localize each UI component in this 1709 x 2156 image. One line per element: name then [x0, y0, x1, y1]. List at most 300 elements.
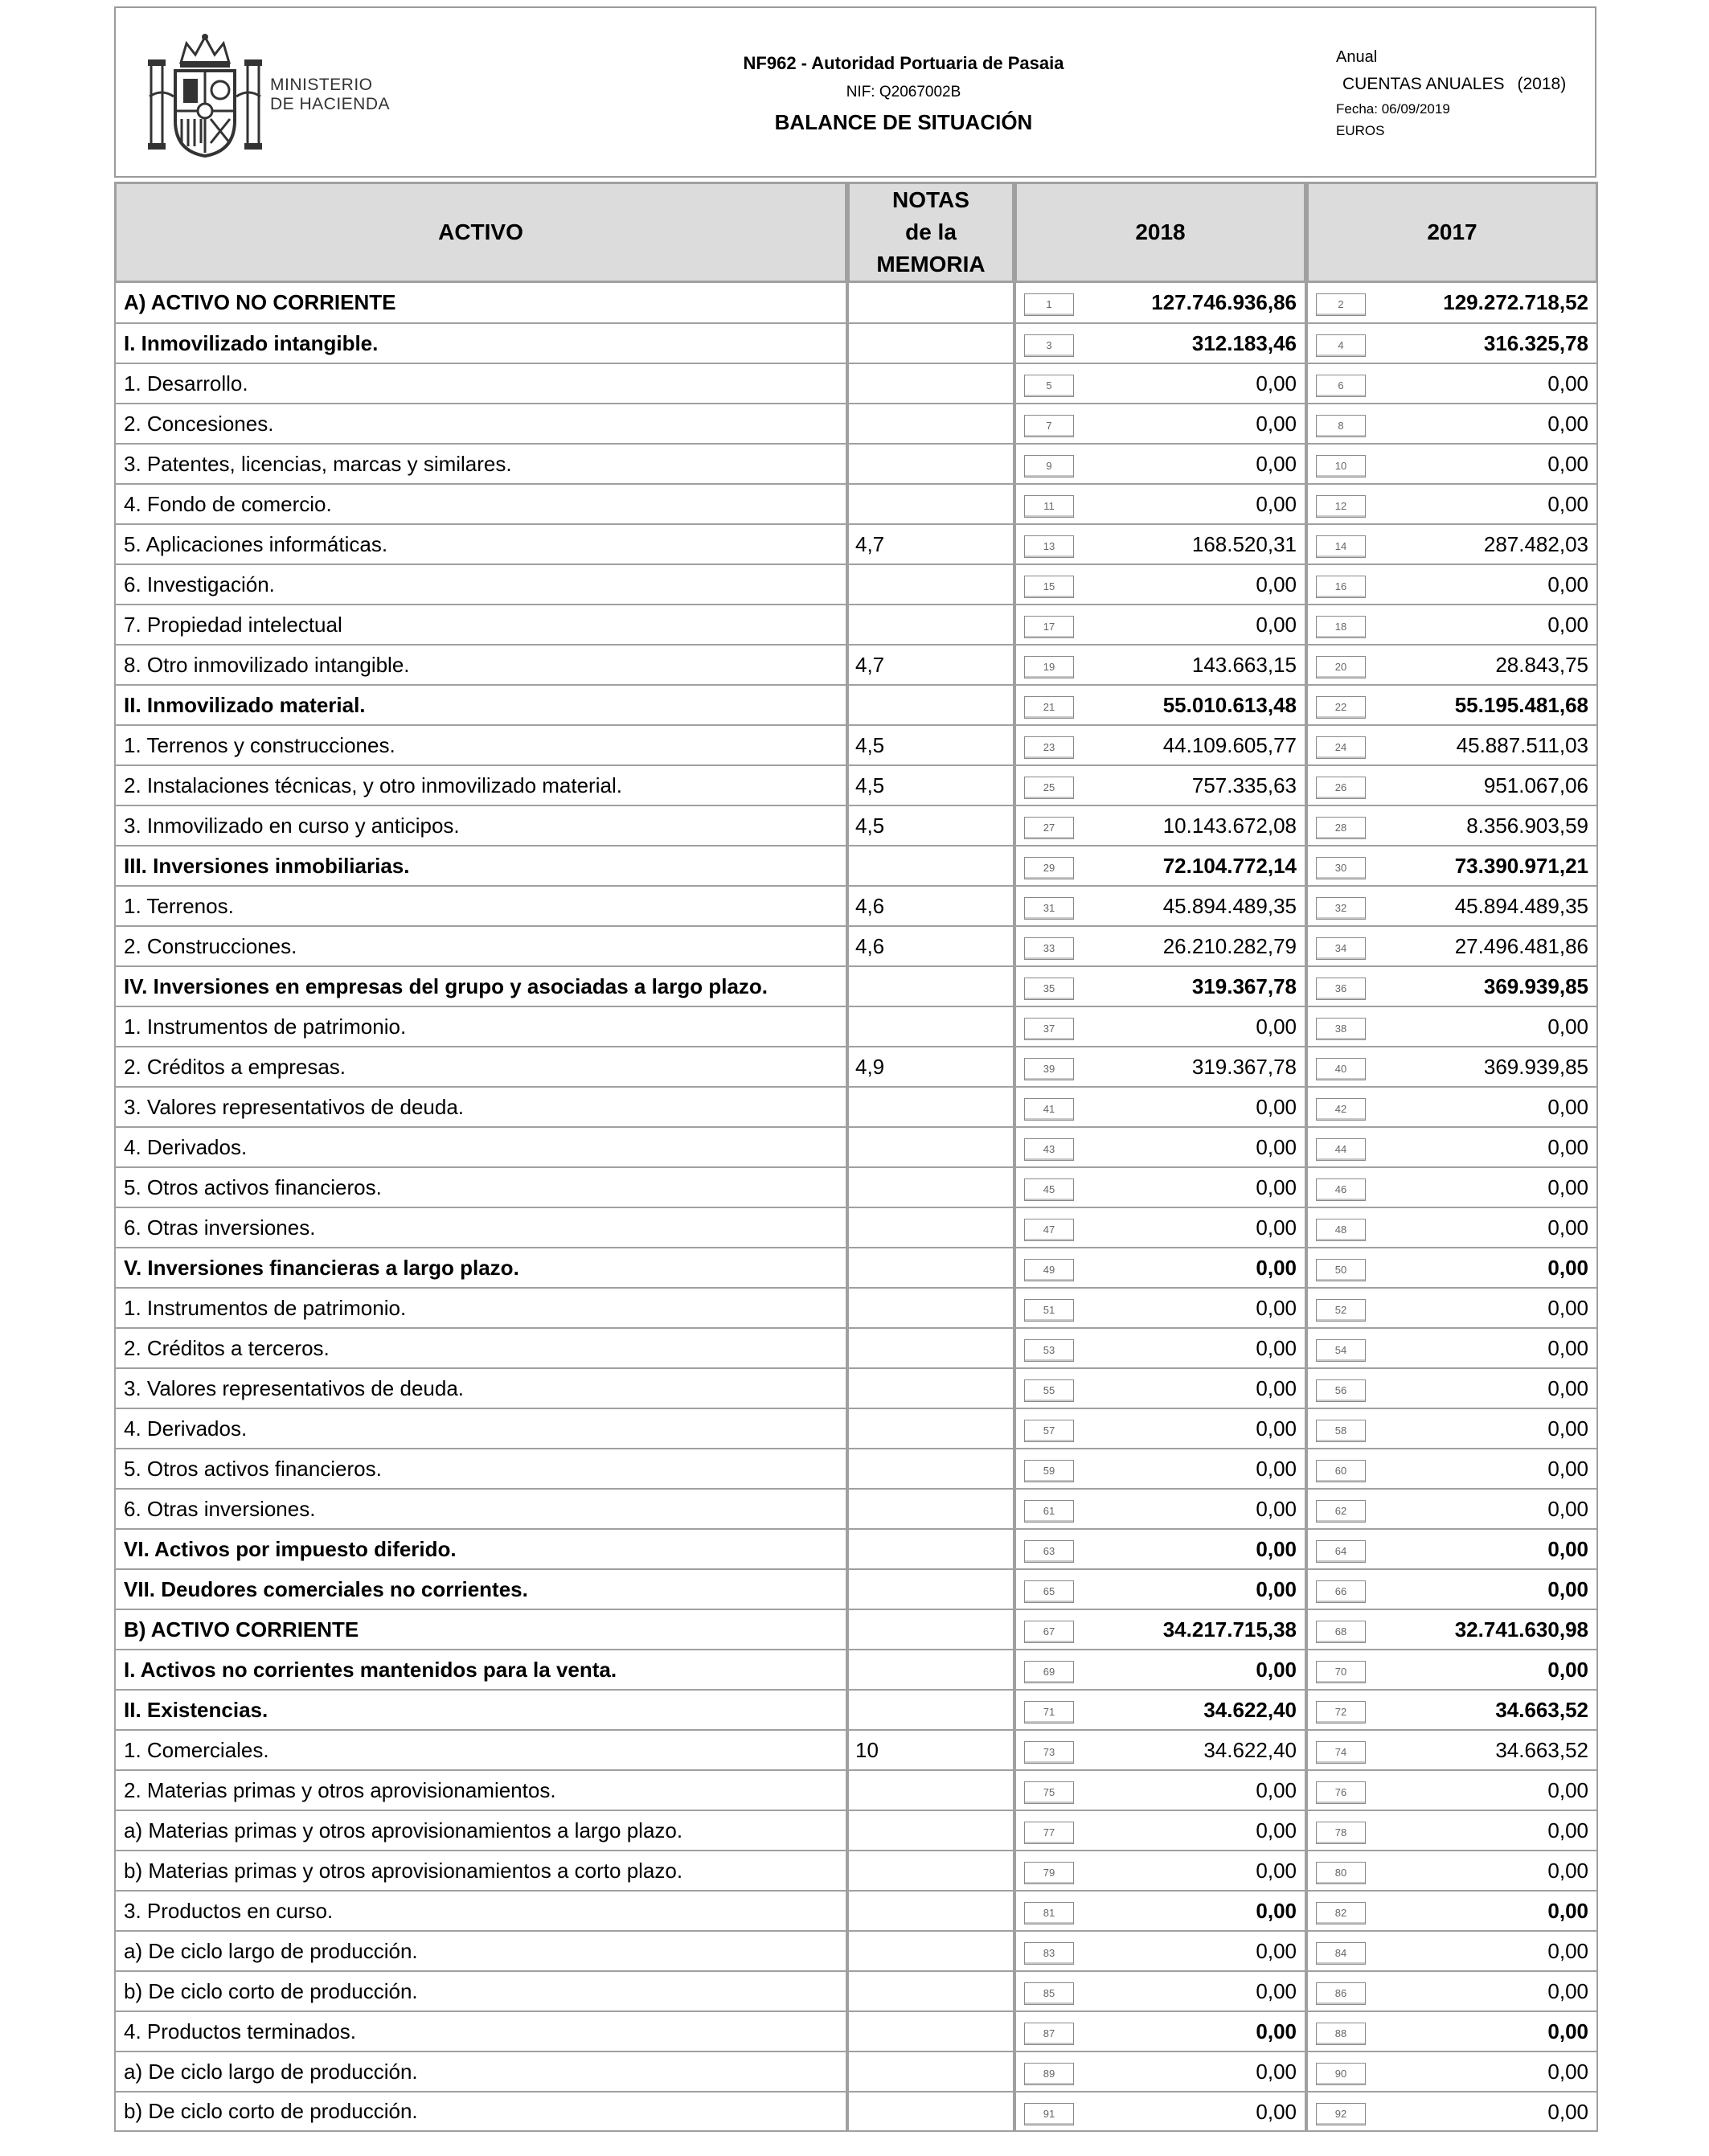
row-value-2018: 0,00	[1256, 1939, 1297, 1963]
row-value-2018-cell	[1014, 966, 1306, 1006]
field-code-box: 82	[1316, 1902, 1366, 1924]
row-notes	[847, 404, 1014, 444]
field-code-box: 38	[1316, 1018, 1366, 1040]
row-value-2017: 0,00	[1547, 1457, 1588, 1481]
document-header	[114, 6, 1596, 178]
row-value-2017: 0,00	[1547, 1336, 1588, 1360]
row-notes	[847, 846, 1014, 886]
row-notes	[847, 444, 1014, 484]
row-concept: 1. Instrumentos de patrimonio.	[114, 1288, 847, 1328]
row-notes	[847, 1851, 1014, 1891]
row-value-2017: 28.843,75	[1495, 653, 1588, 677]
table-row	[114, 1368, 1598, 1408]
row-concept: 2. Concesiones.	[114, 404, 847, 444]
table-row	[114, 685, 1598, 725]
row-notes	[847, 323, 1014, 363]
row-value-2017: 0,00	[1547, 1135, 1588, 1159]
row-value-2018-cell	[1014, 1207, 1306, 1248]
row-value-2018: 757.335,63	[1191, 773, 1297, 797]
row-value-2018: 312.183,46	[1191, 331, 1297, 355]
field-code-box: 77	[1024, 1822, 1074, 1844]
row-value-2017-cell	[1306, 564, 1598, 605]
row-value-2017-cell	[1306, 1047, 1598, 1087]
row-value-2017: 0,00	[1547, 1859, 1588, 1883]
field-code-box: 80	[1316, 1862, 1366, 1884]
field-code-box: 17	[1024, 616, 1074, 638]
row-value-2017: 0,00	[1547, 1778, 1588, 1802]
field-code-box: 29	[1024, 857, 1074, 879]
field-code-box: 43	[1024, 1138, 1074, 1161]
row-value-2017-cell	[1306, 1810, 1598, 1851]
row-value-2018: 34.622,40	[1203, 1698, 1297, 1722]
table-row	[114, 1408, 1598, 1449]
row-value-2018-cell	[1014, 886, 1306, 926]
field-code-box: 86	[1316, 1982, 1366, 2005]
field-code-box: 81	[1024, 1902, 1074, 1924]
row-value-2018-cell	[1014, 1006, 1306, 1047]
row-value-2017-cell	[1306, 1489, 1598, 1529]
row-value-2018: 0,00	[1256, 412, 1297, 436]
ministry-name	[270, 76, 390, 114]
row-concept: 3. Valores representativos de deuda.	[114, 1087, 847, 1127]
row-value-2017-cell	[1306, 524, 1598, 564]
field-code-box: 32	[1316, 897, 1366, 920]
row-value-2017-cell	[1306, 1006, 1598, 1047]
table-row	[114, 1690, 1598, 1730]
row-value-2018-cell	[1014, 645, 1306, 685]
row-value-2018: 0,00	[1256, 1095, 1297, 1119]
row-notes	[847, 283, 1014, 323]
column-header-activo: ACTIVO	[114, 182, 847, 283]
row-value-2017: 0,00	[1547, 1658, 1588, 1682]
row-value-2018: 0,00	[1256, 1014, 1297, 1039]
field-code-box: 44	[1316, 1138, 1366, 1161]
row-notes	[847, 1087, 1014, 1127]
table-row	[114, 1971, 1598, 2011]
row-value-2018-cell	[1014, 1328, 1306, 1368]
field-code-box: 48	[1316, 1219, 1366, 1241]
field-code-box: 25	[1024, 777, 1074, 799]
table-row	[114, 1851, 1598, 1891]
field-code-box: 16	[1316, 576, 1366, 598]
row-value-2017-cell	[1306, 1730, 1598, 1770]
nif-number: NIF: Q2067002B	[846, 84, 961, 100]
table-row	[114, 805, 1598, 846]
field-code-box: 34	[1316, 937, 1366, 960]
row-value-2017-cell	[1306, 725, 1598, 765]
row-value-2017: 0,00	[1547, 1014, 1588, 1039]
table-row	[114, 1006, 1598, 1047]
row-value-2018: 10.143.672,08	[1162, 814, 1297, 838]
row-value-2018: 0,00	[1256, 1336, 1297, 1360]
row-notes	[847, 1328, 1014, 1368]
row-concept: b) De ciclo corto de producción.	[114, 1971, 847, 2011]
row-value-2018: 45.894.489,35	[1162, 894, 1297, 918]
column-header-notas	[847, 182, 1014, 283]
field-code-box: 18	[1316, 616, 1366, 638]
field-code-box: 10	[1316, 455, 1366, 478]
row-concept: 3. Valores representativos de deuda.	[114, 1368, 847, 1408]
row-concept: IV. Inversiones en empresas del grupo y asociadas a largo plazo.	[114, 966, 847, 1006]
field-code-box: 55	[1024, 1379, 1074, 1402]
row-value-2018-cell	[1014, 1489, 1306, 1529]
row-concept: II. Inmovilizado material.	[114, 685, 847, 725]
table-row	[114, 1650, 1598, 1690]
row-value-2017: 0,00	[1547, 1296, 1588, 1320]
field-code-box: 37	[1024, 1018, 1074, 1040]
report-info	[1336, 43, 1566, 141]
field-code-box: 64	[1316, 1540, 1366, 1563]
field-code-box: 4	[1316, 334, 1366, 357]
row-concept: V. Inversiones financieras a largo plazo.	[114, 1248, 847, 1288]
row-concept: 2. Construcciones.	[114, 926, 847, 966]
row-concept: 7. Propiedad intelectual	[114, 605, 847, 645]
row-value-2018-cell	[1014, 926, 1306, 966]
accounts-line	[1336, 71, 1566, 98]
table-row	[114, 444, 1598, 484]
field-code-box: 53	[1024, 1339, 1074, 1362]
field-code-box: 65	[1024, 1580, 1074, 1603]
accounts-year: (2018)	[1517, 75, 1567, 93]
row-value-2018-cell	[1014, 1650, 1306, 1690]
table-row	[114, 2092, 1598, 2132]
row-value-2018-cell	[1014, 1971, 1306, 2011]
field-code-box: 11	[1024, 495, 1074, 518]
row-value-2017: 0,00	[1547, 1376, 1588, 1400]
row-value-2018: 0,00	[1256, 1376, 1297, 1400]
field-code-box: 47	[1024, 1219, 1074, 1241]
field-code-box: 83	[1024, 1942, 1074, 1965]
row-notes	[847, 1248, 1014, 1288]
row-notes	[847, 2011, 1014, 2051]
field-code-box: 87	[1024, 2023, 1074, 2045]
row-notes	[847, 1167, 1014, 1207]
row-value-2018: 0,00	[1256, 1658, 1297, 1682]
row-value-2018: 0,00	[1256, 1457, 1297, 1481]
row-value-2018-cell	[1014, 283, 1306, 323]
row-value-2018: 0,00	[1256, 1537, 1297, 1561]
row-notes	[847, 1288, 1014, 1328]
field-code-box: 39	[1024, 1058, 1074, 1080]
row-value-2018-cell	[1014, 564, 1306, 605]
field-code-box: 22	[1316, 696, 1366, 719]
row-value-2017-cell	[1306, 444, 1598, 484]
field-code-box: 24	[1316, 736, 1366, 759]
row-value-2018-cell	[1014, 685, 1306, 725]
field-code-box: 51	[1024, 1299, 1074, 1322]
row-value-2018: 44.109.605,77	[1162, 733, 1297, 757]
row-concept: 2. Créditos a terceros.	[114, 1328, 847, 1368]
row-notes	[847, 605, 1014, 645]
row-notes: 4,6	[847, 926, 1014, 966]
row-concept: 1. Desarrollo.	[114, 363, 847, 404]
table-row	[114, 645, 1598, 685]
row-value-2018-cell	[1014, 1288, 1306, 1328]
row-value-2017: 34.663,52	[1495, 1698, 1588, 1722]
table-row	[114, 1207, 1598, 1248]
table-row	[114, 1449, 1598, 1489]
table-row	[114, 1569, 1598, 1609]
field-code-box: 88	[1316, 2023, 1366, 2045]
row-value-2018: 0,00	[1256, 1135, 1297, 1159]
field-code-box: 62	[1316, 1500, 1366, 1523]
row-notes	[847, 484, 1014, 524]
row-value-2018: 0,00	[1256, 2060, 1297, 2084]
row-value-2017: 27.496.481,86	[1454, 934, 1588, 958]
row-value-2018: 0,00	[1256, 1256, 1297, 1280]
table-row	[114, 886, 1598, 926]
table-body	[114, 283, 1598, 2132]
field-code-box: 67	[1024, 1621, 1074, 1643]
row-concept: 8. Otro inmovilizado intangible.	[114, 645, 847, 685]
row-notes: 4,6	[847, 886, 1014, 926]
field-code-box: 60	[1316, 1460, 1366, 1482]
table-row	[114, 926, 1598, 966]
row-value-2017: 369.939,85	[1483, 974, 1588, 998]
row-value-2017: 287.482,03	[1483, 532, 1588, 556]
column-header-2017: 2017	[1306, 182, 1598, 283]
row-notes	[847, 685, 1014, 725]
row-value-2018: 0,00	[1256, 1215, 1297, 1240]
field-code-box: 50	[1316, 1259, 1366, 1281]
row-value-2017-cell	[1306, 1408, 1598, 1449]
row-concept: 6. Otras inversiones.	[114, 1489, 847, 1529]
row-value-2018-cell	[1014, 1449, 1306, 1489]
row-value-2018: 0,00	[1256, 492, 1297, 516]
field-code-box: 52	[1316, 1299, 1366, 1322]
row-value-2017: 0,00	[1547, 1416, 1588, 1441]
row-value-2018-cell	[1014, 2011, 1306, 2051]
field-code-box: 5	[1024, 375, 1074, 397]
row-concept: 5. Otros activos financieros.	[114, 1167, 847, 1207]
periodicity: Anual	[1336, 48, 1378, 66]
field-code-box: 84	[1316, 1942, 1366, 1965]
row-value-2018: 0,00	[1256, 2019, 1297, 2043]
row-concept: 2. Créditos a empresas.	[114, 1047, 847, 1087]
row-value-2017-cell	[1306, 1248, 1598, 1288]
row-value-2017: 0,00	[1547, 412, 1588, 436]
row-notes: 4,5	[847, 765, 1014, 805]
table-row	[114, 765, 1598, 805]
row-value-2018: 168.520,31	[1191, 532, 1297, 556]
row-value-2017: 55.195.481,68	[1454, 693, 1588, 717]
row-value-2017-cell	[1306, 1207, 1598, 1248]
row-value-2017-cell	[1306, 1087, 1598, 1127]
field-code-box: 76	[1316, 1781, 1366, 1804]
field-code-box: 31	[1024, 897, 1074, 920]
row-concept: B) ACTIVO CORRIENTE	[114, 1609, 847, 1650]
row-value-2017: 0,00	[1547, 1215, 1588, 1240]
table-row	[114, 1087, 1598, 1127]
row-value-2017: 73.390.971,21	[1454, 854, 1588, 878]
row-value-2018: 0,00	[1256, 1497, 1297, 1521]
row-value-2018: 72.104.772,14	[1162, 854, 1297, 878]
row-value-2018-cell	[1014, 1810, 1306, 1851]
notas-line-3: MEMORIA	[876, 252, 986, 277]
row-value-2018: 0,00	[1256, 1416, 1297, 1441]
row-notes	[847, 2092, 1014, 2132]
row-value-2017: 0,00	[1547, 1979, 1588, 2003]
row-value-2018-cell	[1014, 1167, 1306, 1207]
row-notes: 4,5	[847, 725, 1014, 765]
row-value-2018-cell	[1014, 765, 1306, 805]
row-value-2017: 0,00	[1547, 1939, 1588, 1963]
row-value-2017-cell	[1306, 846, 1598, 886]
row-notes	[847, 1770, 1014, 1810]
row-value-2017: 129.272.718,52	[1443, 290, 1588, 314]
table-row	[114, 564, 1598, 605]
row-concept: 2. Materias primas y otros aprovisionamientos.	[114, 1770, 847, 1810]
field-code-box: 49	[1024, 1259, 1074, 1281]
row-notes	[847, 1207, 1014, 1248]
row-value-2018: 0,00	[1256, 1577, 1297, 1601]
row-notes	[847, 1891, 1014, 1931]
row-value-2017-cell	[1306, 1328, 1598, 1368]
row-concept: 1. Instrumentos de patrimonio.	[114, 1006, 847, 1047]
column-header-2018: 2018	[1014, 182, 1306, 283]
row-value-2017: 0,00	[1547, 2100, 1588, 2124]
row-value-2017: 0,00	[1547, 492, 1588, 516]
field-code-box: 66	[1316, 1580, 1366, 1603]
row-value-2018: 0,00	[1256, 613, 1297, 637]
row-value-2018: 0,00	[1256, 1175, 1297, 1199]
field-code-box: 85	[1024, 1982, 1074, 2005]
row-concept: VI. Activos por impuesto diferido.	[114, 1529, 847, 1569]
row-value-2018: 0,00	[1256, 572, 1297, 596]
row-notes	[847, 363, 1014, 404]
row-value-2018: 0,00	[1256, 1979, 1297, 2003]
row-value-2018-cell	[1014, 2051, 1306, 2092]
row-concept: 3. Inmovilizado en curso y anticipos.	[114, 805, 847, 846]
field-code-box: 1	[1024, 293, 1074, 316]
field-code-box: 75	[1024, 1781, 1074, 1804]
row-notes: 10	[847, 1730, 1014, 1770]
table-row	[114, 524, 1598, 564]
row-value-2018-cell	[1014, 1529, 1306, 1569]
row-concept: b) De ciclo corto de producción.	[114, 2092, 847, 2132]
row-value-2017: 0,00	[1547, 452, 1588, 476]
row-value-2017-cell	[1306, 1569, 1598, 1609]
row-concept: a) De ciclo largo de producción.	[114, 2051, 847, 2092]
row-value-2017: 0,00	[1547, 1899, 1588, 1923]
row-notes	[847, 564, 1014, 605]
row-value-2017-cell	[1306, 1770, 1598, 1810]
field-code-box: 56	[1316, 1379, 1366, 1402]
field-code-box: 3	[1024, 334, 1074, 357]
field-code-box: 9	[1024, 455, 1074, 478]
row-notes	[847, 1368, 1014, 1408]
field-code-box: 90	[1316, 2063, 1366, 2085]
table-row	[114, 1127, 1598, 1167]
row-value-2017: 0,00	[1547, 1497, 1588, 1521]
header-row	[114, 182, 1598, 283]
row-concept: a) Materias primas y otros aprovisionamientos a largo plazo.	[114, 1810, 847, 1851]
row-value-2017-cell	[1306, 1931, 1598, 1971]
row-value-2017: 0,00	[1547, 1818, 1588, 1842]
row-value-2018: 319.367,78	[1191, 974, 1297, 998]
row-value-2018-cell	[1014, 444, 1306, 484]
row-concept: 3. Patentes, licencias, marcas y similares.	[114, 444, 847, 484]
row-value-2017-cell	[1306, 283, 1598, 323]
row-value-2017: 32.741.630,98	[1454, 1617, 1588, 1642]
field-code-box: 33	[1024, 937, 1074, 960]
table-row	[114, 363, 1598, 404]
row-value-2018-cell	[1014, 1609, 1306, 1650]
row-value-2017-cell	[1306, 1971, 1598, 2011]
row-value-2017-cell	[1306, 1609, 1598, 1650]
row-concept: a) De ciclo largo de producción.	[114, 1931, 847, 1971]
row-value-2018-cell	[1014, 805, 1306, 846]
row-notes	[847, 1650, 1014, 1690]
row-value-2017: 316.325,78	[1483, 331, 1588, 355]
row-concept: 1. Terrenos.	[114, 886, 847, 926]
field-code-box: 68	[1316, 1621, 1366, 1643]
row-value-2017: 951.067,06	[1483, 773, 1588, 797]
field-code-box: 6	[1316, 375, 1366, 397]
row-notes	[847, 1006, 1014, 1047]
table-row	[114, 605, 1598, 645]
field-code-box: 69	[1024, 1661, 1074, 1683]
row-value-2018-cell	[1014, 1891, 1306, 1931]
field-code-box: 89	[1024, 2063, 1074, 2085]
row-value-2017-cell	[1306, 404, 1598, 444]
field-code-box: 79	[1024, 1862, 1074, 1884]
field-code-box: 45	[1024, 1178, 1074, 1201]
field-code-box: 28	[1316, 817, 1366, 839]
row-value-2018: 55.010.613,48	[1162, 693, 1297, 717]
row-value-2017: 0,00	[1547, 1256, 1588, 1280]
row-value-2017: 8.356.903,59	[1466, 814, 1588, 838]
field-code-box: 2	[1316, 293, 1366, 316]
table-row	[114, 1931, 1598, 1971]
row-notes: 4,9	[847, 1047, 1014, 1087]
table-row	[114, 1730, 1598, 1770]
table-row	[114, 1891, 1598, 1931]
row-value-2018: 0,00	[1256, 2100, 1297, 2124]
field-code-box: 71	[1024, 1701, 1074, 1724]
row-value-2017: 45.887.511,03	[1456, 733, 1588, 757]
row-value-2017: 0,00	[1547, 2019, 1588, 2043]
row-notes	[847, 1690, 1014, 1730]
row-value-2018: 0,00	[1256, 1859, 1297, 1883]
row-value-2018-cell	[1014, 1408, 1306, 1449]
field-code-box: 12	[1316, 495, 1366, 518]
row-value-2017-cell	[1306, 886, 1598, 926]
row-value-2018-cell	[1014, 323, 1306, 363]
currency-label: EUROS	[1336, 123, 1385, 138]
row-value-2017-cell	[1306, 1368, 1598, 1408]
table-row	[114, 1489, 1598, 1529]
row-notes	[847, 1127, 1014, 1167]
row-notes: 4,7	[847, 524, 1014, 564]
row-concept: II. Existencias.	[114, 1690, 847, 1730]
row-value-2018: 127.746.936,86	[1151, 290, 1297, 314]
row-concept: III. Inversiones inmobiliarias.	[114, 846, 847, 886]
row-value-2017-cell	[1306, 605, 1598, 645]
field-code-box: 14	[1316, 535, 1366, 558]
table-row	[114, 1167, 1598, 1207]
field-code-box: 26	[1316, 777, 1366, 799]
notas-line-1: NOTAS	[892, 187, 969, 212]
field-code-box: 27	[1024, 817, 1074, 839]
table-row	[114, 1328, 1598, 1368]
row-value-2018: 143.663,15	[1191, 653, 1297, 677]
row-concept: VII. Deudores comerciales no corrientes.	[114, 1569, 847, 1609]
field-code-box: 30	[1316, 857, 1366, 879]
row-notes	[847, 2051, 1014, 2092]
field-code-box: 74	[1316, 1741, 1366, 1764]
field-code-box: 54	[1316, 1339, 1366, 1362]
